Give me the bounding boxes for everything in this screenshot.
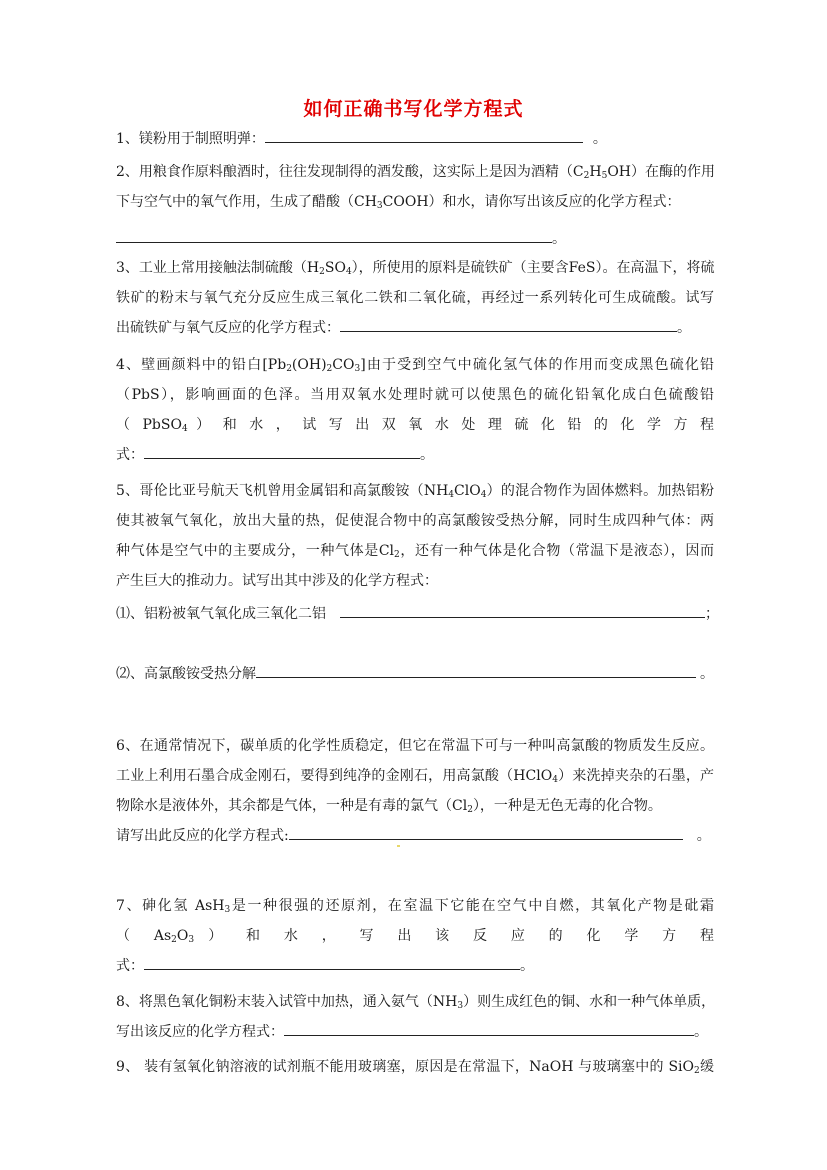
q6-line-2: 工业上利用石墨合成金刚石，要得到纯净的金刚石，用高氯酸（HClO$_4$）来洗掉夹杂的石墨，产 <box>116 768 715 785</box>
q3-line-1: 3、工业上常用接触法制硫酸$(H_2SO_4)$，所使用的原料是硫铁矿（主要含FeS）。在高温下，将硫 <box>116 260 715 277</box>
q7-answer-blank[interactable] <box>144 953 520 970</box>
q8-line-2: 写出该反应的化学方程式： 。 <box>116 1017 714 1047</box>
q9-line-1: 9、 装有氢氧化钠溶液的试剂瓶不能用玻璃塞，原因是在常温下，NaOH 与玻璃塞中的 SiO$_2$缓 <box>116 1059 714 1076</box>
q3-line-2: 铁矿的粉末与氧气充分反应生成三氧化二铁和二氧化硫，再经过一系列转化可生成硫酸。试写 <box>116 290 714 306</box>
q7-line-2: （ $As_2O_3$ ） 和 水 ， 写 出 该 反 应 的 化 学 方 程 <box>116 928 714 945</box>
q6-line-1: 6、在通常情况下，碳单质的化学性质稳定，但它在常温下可与一种叫高氯酸的物质发生反应。 <box>116 738 714 754</box>
page-title: 如何正确书写化学方程式 <box>303 98 524 120</box>
q5-line-2: 使其被氧气氧化，放出大量的热，促使混合物中的高氯酸铵受热分解，同时生成四种气体：两 <box>116 513 714 529</box>
q7-line-3: 式： 。 <box>116 951 714 981</box>
question-2: 2、用粮食作原料酿酒时，往往发现制得的酒发酸，这实际上是因为酒精$(C_2H_5OH)$在酶的作用 下与空气中的氧气作用，生成了醋酸$(CH_3COOH)$和水，请你写出该反应的化学方程式： 。 <box>116 157 714 254</box>
q5-part-1-answer-blank[interactable] <box>340 601 705 618</box>
stray-mark <box>397 845 400 847</box>
question-9 <box>116 1052 714 1082</box>
q6-line-3: 物除水是液体外，其余都是气体，一种是有毒的氯气$(Cl_2)$，一种是无色无毒的化合物。 <box>116 798 662 815</box>
q6-answer-blank[interactable] <box>289 823 683 840</box>
q4-line-2: （PbS），影响画面的色泽。当用双氧水处理时就可以使黑色的硫化铅氧化成白色硫酸铅 <box>116 387 714 403</box>
q5-line-1: 5、哥伦比亚号航天飞机曾用金属铝和高氯酸铵$(NH_4ClO_4)$的混合物作为固体燃料。加热铝粉 <box>116 483 714 500</box>
q1-text: 1、镁粉用于制照明弹： <box>116 131 265 147</box>
q8-answer-blank[interactable] <box>284 1019 694 1036</box>
q5-part-2: ⑵、高氯酸铵受热分解 。 <box>116 659 714 689</box>
q5-part-1: ⑴、铝粉被氧气氧化成三氧化二铝 ； <box>116 599 714 629</box>
q8-line-1: 8、将黑色氧化铜粉末装入试管中加热，通入氨气$(NH_3)$则生成红色的铜、水和一种气体单质， <box>116 994 716 1011</box>
question-4 <box>116 350 714 470</box>
q4-line-3: （ PbSO$_4$ ） 和 水 ， 试 写 出 双 氧 水 处 理 硫 化 铅 的 化 学 方 程 <box>116 417 714 434</box>
q1-answer-blank[interactable] <box>265 126 583 143</box>
question-8 <box>116 987 714 1047</box>
question-7 <box>116 891 714 981</box>
question-3 <box>116 253 714 343</box>
q4-answer-blank[interactable] <box>144 442 420 459</box>
q4-line-1: 4、壁画颜料中的铅白$[Pb_2(OH)_2CO_3]$由于受到空气中硫化氢气体的作用而变成黑色硫化铅 <box>116 357 714 374</box>
q2-answer-blank[interactable] <box>116 226 552 243</box>
q2-line-2: 下与空气中的氧气作用，生成了醋酸$(CH_3COOH)$和水，请你写出该反应的化学方程式： <box>116 194 681 211</box>
q3-line-3: 出硫铁矿与氧气反应的化学方程式： 。 <box>116 313 714 343</box>
q6-line-4: 请写出此反应的化学方程式: 。 <box>116 821 714 851</box>
q3-answer-blank[interactable] <box>340 315 677 332</box>
q5-part-2-answer-blank[interactable] <box>256 661 696 678</box>
q7-line-1: 7、砷化氢 AsH$_3$是一种很强的还原剂，在室温下它能在空气中自燃，其氧化产物是砒霜 <box>116 898 714 915</box>
q2-line-1: 2、用粮食作原料酿酒时，往往发现制得的酒发酸，这实际上是因为酒精$(C_2H_5OH)$在酶的作用 <box>116 164 715 181</box>
q5-line-4: 产生巨大的推动力。试写出其中涉及的化学方程式： <box>116 573 438 589</box>
question-5 <box>116 476 719 689</box>
question-6 <box>116 731 714 851</box>
question-1: 1、镁粉用于制照明弹： 。 <box>116 124 714 154</box>
q4-line-4: 式： 。 <box>116 440 714 470</box>
q5-line-3: 种气体是空气中的主要成分，一种气体是$Cl_2$，还有一种气体是化合物（常温下是液态），因而 <box>116 543 714 560</box>
